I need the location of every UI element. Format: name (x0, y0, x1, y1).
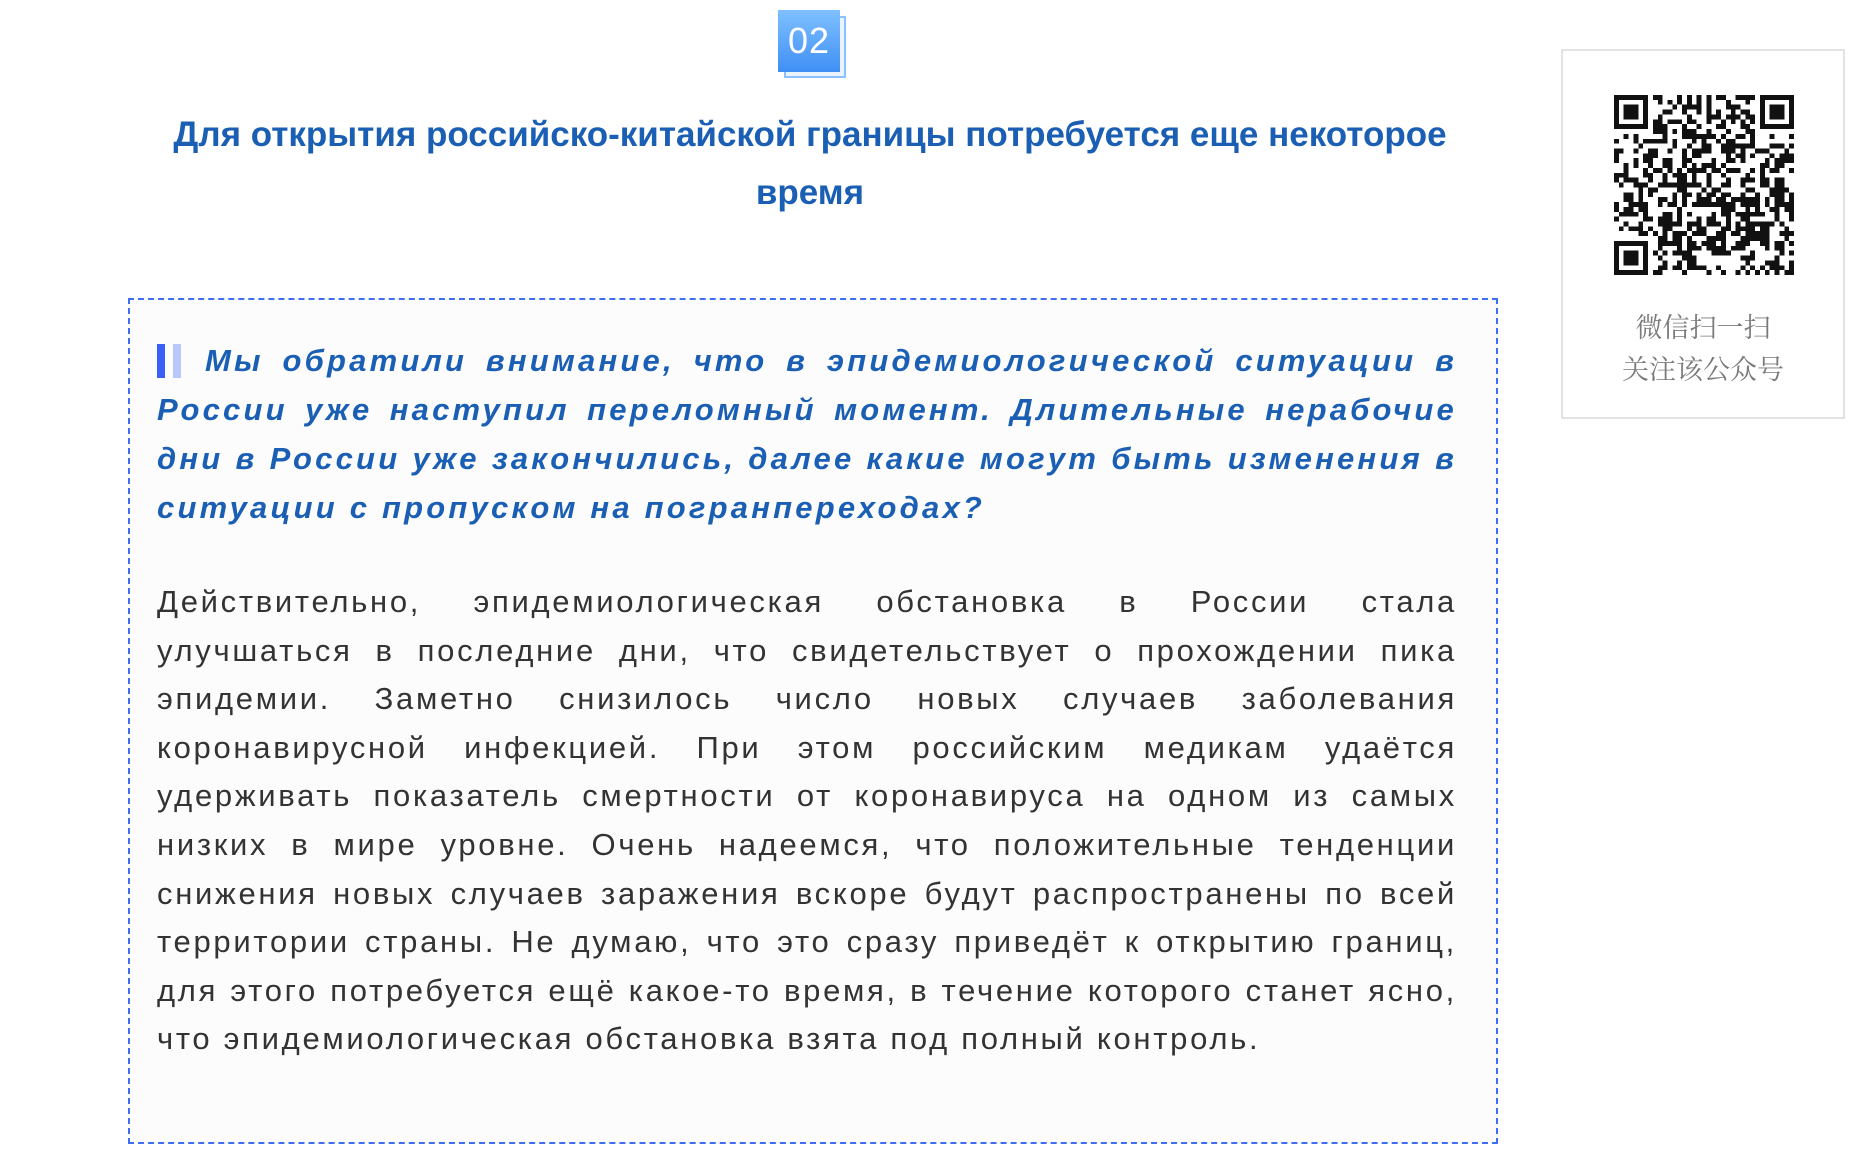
qr-modules (1614, 95, 1794, 275)
interview-answer: Действительно, эпидемиологическая обстановка в России стала улучшаться в последние дни, что свидетельствует о прохождении пика эпидемии. Заметно снизилось число новых случаев заболевания коронавирусной инфекцией. При этом российским медикам удаётся удерживать показатель смертности от коронавируса на одном из самых низких в мире уровне. Очень надеемся, что положительные тенденции снижения новых случаев заражения вскоре будут распространены по всей территории страны. Не думаю, что это сразу приведёт к открытию границ, для этого потребуется ещё какое-то время, в течение которого станет ясно, что эпидемиологическая обстановка взята под полный контроль. (157, 584, 1457, 1057)
question-text: Мы обратили внимание, что в эпидемиологической ситуации в России уже наступил переломный момент. Длительные нерабочие дни в России уже закончились, далее какие могут быть изменения в ситуации с пропуском на погранпереходах? (157, 343, 1457, 525)
qr-follow-card (1561, 49, 1845, 419)
interview-question (157, 336, 1457, 532)
interview-box (128, 298, 1498, 1144)
badge-number: 02 (778, 10, 840, 72)
section-number-badge (778, 10, 846, 78)
section-heading: Для открытия российско-китайской границы потребуется еще некоторое время (173, 115, 1447, 212)
qr-caption-follow: 关注该公众号 (1622, 355, 1784, 385)
qr-caption (1563, 307, 1843, 391)
quote-bars-icon (157, 343, 189, 377)
qr-caption-scan: 微信扫一扫 (1635, 313, 1771, 343)
qr-code-image (1614, 95, 1794, 275)
